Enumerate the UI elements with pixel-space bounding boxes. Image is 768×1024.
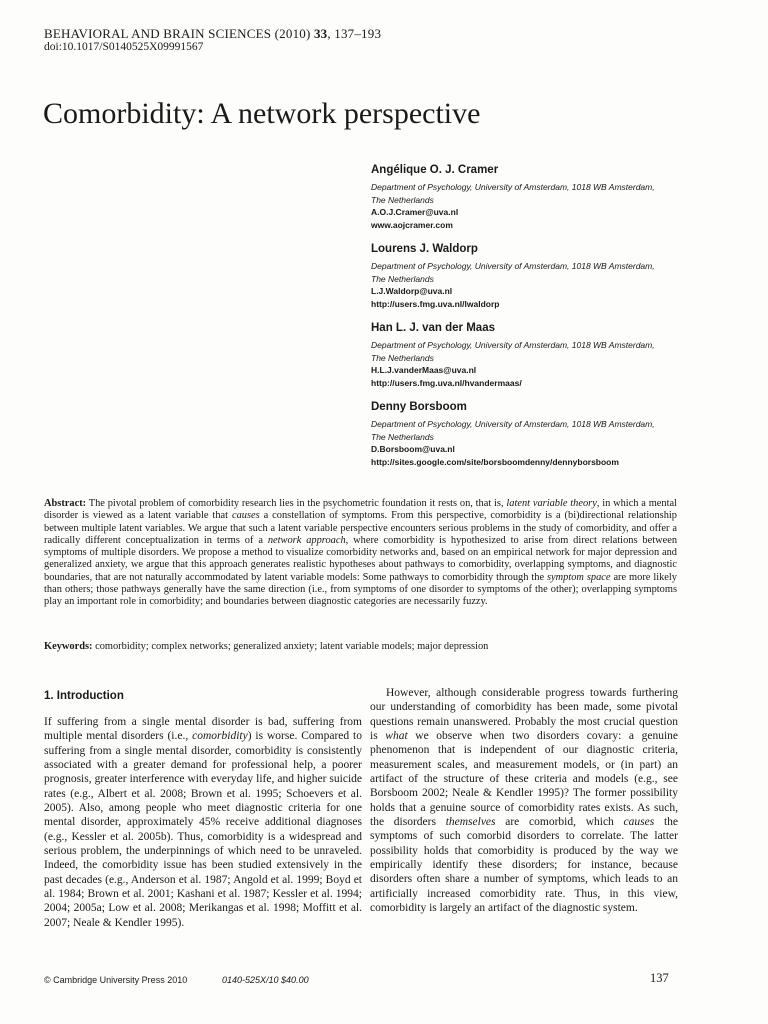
keywords xyxy=(44,640,677,653)
author-country: The Netherlands xyxy=(371,273,434,284)
author-block xyxy=(371,163,701,231)
author-affiliation: Department of Psychology, University of Amsterdam, 1018 WB Amsterdam, xyxy=(371,419,655,429)
author-block xyxy=(371,321,701,389)
abstract-emphasis: symptom space xyxy=(546,571,611,583)
author-country: The Netherlands xyxy=(371,431,434,442)
author-affiliation: Department of Psychology, University of Amsterdam, 1018 WB Amsterdam, xyxy=(371,261,655,271)
author-website[interactable]: www.aojcramer.com xyxy=(371,219,453,230)
abstract xyxy=(44,498,677,608)
copyright-text: Cambridge University Press 2010 xyxy=(53,975,188,985)
journal-year: (2010) xyxy=(274,26,311,41)
copyright-notice xyxy=(44,975,187,986)
author-name: Lourens J. Waldorp xyxy=(371,243,478,255)
journal-citation xyxy=(44,26,381,41)
body-text: the symptoms of such comorbid disorders to correlate. The latter possibility holds that comorbidity is produced by the way we empirically identify these disorders; for instance, because disorders often share a number of symptoms, which leads to an artificially increased comorbidity rate. Thus, in this view, comorbidity is largely an artifact of the diagnostic system. xyxy=(370,816,679,915)
abstract-text: a constellation of symptoms. From this perspective, comorbidity is a (bi)directional relationship between multiple latent variables. We argue that such a latent variable perspective encounters serious problems in the study of comorbidity, and offer a radically different conceptualization in terms of a xyxy=(44,510,677,546)
author-email[interactable]: H.L.J.vanderMaas@uva.nl xyxy=(371,365,477,375)
author-email[interactable]: A.O.J.Cramer@uva.nl xyxy=(371,207,459,217)
copyright-icon: © xyxy=(44,975,51,985)
keywords-label: Keywords: xyxy=(44,641,93,652)
page-number: 137 xyxy=(650,971,669,985)
journal-name: BEHAVIORAL AND BRAIN SCIENCES xyxy=(44,26,272,41)
body-text: are comorbid, which xyxy=(495,816,624,829)
doi: doi:10.1017/S0140525X09991567 xyxy=(44,41,204,53)
body-text: ) is worse. Compared to suffering from a single mental disorder, comorbidity is consistently associated with a greater demand for professional help, a poorer prognosis, greater interference with everyday life, and higher suicide rates (e.g., Albert et al. 2008; Brown et al. 1995; Schoevers et al. 2005). Also, among people who meet diagnostic criteria for one mental disorder, approximately 45% receive additional diagnoses (e.g., Kessler et al. 2005b). Thus, comorbidity is a widespread and serious problem, the underpinnings of which need to be unraveled. Indeed, the comorbidity issue has been studied extensively in the past decades (e.g., Anderson et al. 1987; Angold et al. 1999; Boyd et al. 1984; Brown et al. 2001; Kashani et al. 1987; Kessler et al. 1994; 2004; 2005a; Low et al. 2008; Merikangas et al. 1998; Moffitt et al. 2007; Neale & Kendler 1995). xyxy=(44,730,362,929)
author-list xyxy=(371,163,701,479)
author-name: Angélique O. J. Cramer xyxy=(371,164,499,176)
abstract-text: are more likely than others; those pathways generally have the same direction (i.e., from symptoms of one disorder to symptoms of the other); overlapping symptoms play an important role in comorbidity; and boundaries between diagnostic categories are necessarily fuzzy. xyxy=(44,571,677,607)
body-column-left xyxy=(44,715,362,930)
abstract-emphasis: network approach xyxy=(267,534,346,546)
abstract-text: The pivotal problem of comorbidity research lies in the psychometric foundation it rests on, that is, xyxy=(86,498,507,509)
author-name: Denny Borsboom xyxy=(371,401,467,413)
author-website[interactable]: http://users.fmg.uva.nl/lwaldorp xyxy=(371,298,500,309)
journal-pages: , 137–193 xyxy=(327,26,382,41)
abstract-text: , in which a mental disorder is viewed as a latent variable that xyxy=(44,498,677,522)
abstract-text: , where comorbidity is hypothesized to arise from direct relations between symptoms of multiple disorders. We propose a method to visualize comorbidity networks and, based on an empirical network for major depression and generalized anxiety, we argue that this approach generates realistic hypotheses about pathways to comorbidity, overlapping symptoms, and diagnostic boundaries, that are not naturally accommodated by latent variable models: Some pathways to comorbidity through the xyxy=(44,534,678,583)
author-name: Han L. J. van der Maas xyxy=(371,322,495,334)
body-emphasis: comorbidity xyxy=(192,730,248,743)
author-website[interactable]: http://users.fmg.uva.nl/hvandermaas/ xyxy=(371,377,522,388)
section-heading: 1. Introduction xyxy=(44,690,124,702)
author-affiliation: Department of Psychology, University of Amsterdam, 1018 WB Amsterdam, xyxy=(371,182,655,192)
abstract-emphasis: causes xyxy=(231,510,260,522)
author-country: The Netherlands xyxy=(371,194,434,205)
author-email[interactable]: L.J.Waldorp@uva.nl xyxy=(371,286,453,296)
article-title: Comorbidity: A network perspective xyxy=(43,97,481,130)
author-country: The Netherlands xyxy=(371,352,434,363)
author-block xyxy=(371,400,701,468)
abstract-emphasis: latent variable theory xyxy=(506,498,597,509)
price-code: 0140-525X/10 $40.00 xyxy=(222,975,309,985)
author-website[interactable]: http://sites.google.com/site/borsboomdenny/dennyborsboom xyxy=(371,456,619,467)
journal-volume: 33 xyxy=(313,26,328,41)
author-email[interactable]: D.Borsboom@uva.nl xyxy=(371,444,455,454)
keywords-text: comorbidity; complex networks; generalized anxiety; latent variable models; major depression xyxy=(92,641,489,652)
body-emphasis: themselves xyxy=(445,816,496,829)
body-emphasis: what xyxy=(385,730,408,743)
body-text: we observe when two disorders covary: a genuine phenomenon that is independent of our diagnostic criteria, measurement scales, and measurement models, or (in part) an artifact of the structure of these criteria and models (e.g., see Borsboom 2002; Neale & Kendler 1995)? The former possibility holds that a genuine source of comorbidity rates exists. As such, the disorders xyxy=(370,730,678,829)
author-affiliation: Department of Psychology, University of Amsterdam, 1018 WB Amsterdam, xyxy=(371,340,655,350)
abstract-label: Abstract: xyxy=(44,498,87,509)
body-column-right xyxy=(370,686,678,916)
body-emphasis: causes xyxy=(623,816,655,829)
body-text: If suffering from a single mental disorder is bad, suffering from multiple mental disorders (i.e., xyxy=(44,716,362,743)
author-block xyxy=(371,242,701,310)
body-text: However, although considerable progress towards furthering our understanding of comorbidity has been made, some pivotal questions remain unanswered. Probably the most crucial question is xyxy=(370,687,678,743)
